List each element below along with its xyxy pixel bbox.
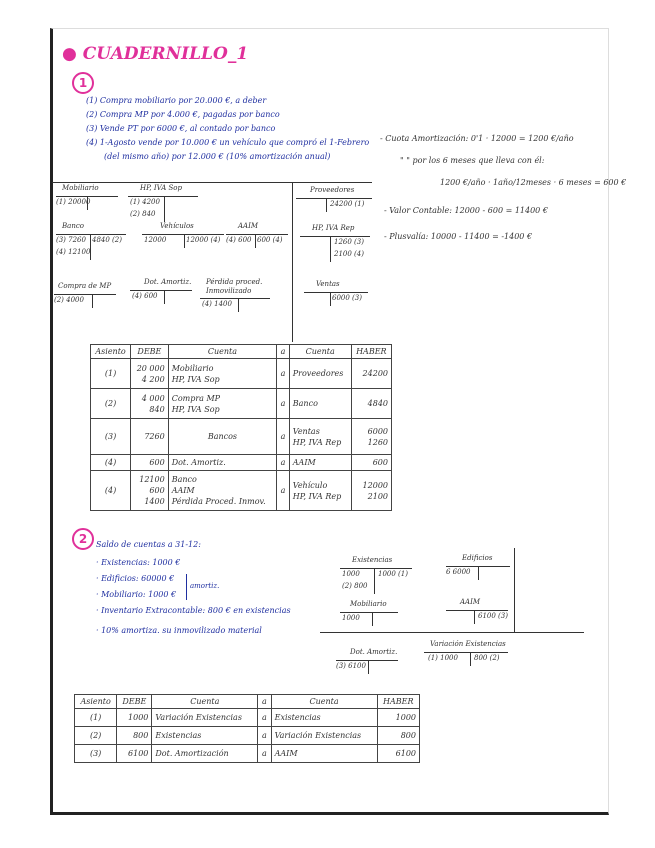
page-title-text: CUADERNILLO_1 [82, 44, 249, 64]
t2-existencias-credit: 1000 (1) [378, 570, 408, 578]
table-row: (1) 20 000 4 200 Mobiliario HP, IVA Sop a Proveedores 24200 [91, 359, 392, 389]
t2-existencias-debit-2: (2) 800 [342, 582, 368, 590]
t-banco-debit-1: (3) 7260 [56, 236, 86, 244]
table-row: (4) 600 Dot. Amortiz. a AAIM 600 [91, 455, 392, 471]
t-ivasop-debit-2: (2) 840 [130, 210, 156, 218]
journal-table-2 [74, 694, 420, 763]
col-cuenta-d: Cuenta [168, 345, 276, 359]
section-2-heading: Saldo de cuentas a 31-12: [96, 540, 201, 549]
item-edificios: · Edificios: 60000 € [96, 574, 175, 583]
col-debe: DEBE [131, 345, 169, 359]
section2-divider [514, 548, 515, 632]
statement-4: (4) 1-Agosto vende por 10.000 € un vehículo que compró el 1-Febrero [86, 138, 370, 147]
note-months: " " por los 6 meses que lleva con él: [400, 156, 545, 165]
t2-dotamort-debit: (3) 6100 [336, 662, 366, 670]
table-row: (3) 6100 Dot. Amortización a AAIM 6100 [75, 745, 420, 763]
statement-2: (2) Compra MP por 4.000 €, pagadas por banco [86, 110, 280, 119]
t-vehiculos-credit: 12000 (4) [186, 236, 221, 244]
t-comprasmp-debit: (2) 4000 [54, 296, 84, 304]
section2-divider-h [320, 632, 584, 633]
col-cuenta-d: Cuenta [152, 695, 258, 709]
t-mobiliario-debit: (1) 20000 [56, 198, 91, 206]
table-row: (4) 12100 600 1400 Banco AAIM Pérdida Proced. Inmov. a Vehículo HP, IVA Rep 12000 2100 [91, 471, 392, 511]
section-divider [52, 182, 372, 183]
section-divider-vertical [292, 182, 293, 342]
t-ivasop-name: HP, IVA Sop [140, 184, 182, 192]
table-row: (1) 1000 Variación Existencias a Existencias 1000 [75, 709, 420, 727]
col-asiento: Asiento [91, 345, 131, 359]
col-debe: DEBE [117, 695, 152, 709]
t-mobiliario-name: Mobiliario [62, 184, 99, 192]
t-vehiculos-debit: 12000 [144, 236, 167, 244]
t-banco-debit-2: (4) 12100 [56, 248, 91, 256]
bullet-icon: ● [62, 44, 83, 64]
statement-1: (1) Compra mobiliario por 20.000 €, a deber [86, 96, 267, 105]
note-quota: - Cuota Amortización: 0'1 · 12000 = 1200 €/año [380, 134, 574, 143]
t-ventas-credit: 6000 (3) [332, 294, 362, 302]
statement-4-cont: (del mismo año) por 12.000 € (10% amortización anual) [104, 152, 331, 161]
note-book-value: - Valor Contable: 12000 - 600 = 11400 € [384, 206, 548, 215]
item-mobiliario: · Mobiliario: 1000 € [96, 590, 177, 599]
t-dotamort-debit: (4) 600 [132, 292, 158, 300]
note-calc: 1200 €/año · 1año/12meses · 6 meses = 600 € [440, 178, 627, 187]
t-aaim-debit: (4) 600 [226, 236, 252, 244]
t-proveedores-credit: 24200 (1) [330, 200, 365, 208]
t-perdida-debit: (4) 1400 [202, 300, 232, 308]
t2-existencias-name: Existencias [352, 556, 393, 564]
t-proveedores-name: Proveedores [310, 186, 355, 194]
col-cuenta-h: Cuenta [289, 345, 351, 359]
t2-aaim-name: AAIM [460, 598, 481, 606]
col-a: a [277, 345, 290, 359]
table-row: (3) 7260 Bancos a Ventas HP, IVA Rep 6000 1260 [91, 419, 392, 455]
item-inventario: · Inventario Extracontable: 800 € en existencias [96, 606, 291, 615]
col-asiento: Asiento [75, 695, 117, 709]
t-dotamort-name: Dot. Amortiz. [144, 278, 192, 286]
table-row: (2) 4 000 840 Compra MP HP, IVA Sop a Banco 4840 [91, 389, 392, 419]
item-amortiza: · 10% amortiza. su inmovilizado material [96, 626, 262, 635]
col-haber: HABER [351, 345, 391, 359]
t-ivasop-debit-1: (1) 4200 [130, 198, 160, 206]
bracket [186, 574, 187, 600]
t-comprasmp-name: Compra de MP [58, 282, 112, 290]
t2-edificios-name: Edificios [462, 554, 493, 562]
t2-varexist-debit: (1) 1000 [428, 654, 458, 662]
t-ivarep-credit-1: 1260 (3) [334, 238, 364, 246]
section-1-number: 1 [72, 72, 94, 94]
t-banco-credit-1: 4840 (2) [92, 236, 122, 244]
t2-dotamort-name: Dot. Amortiz. [350, 648, 398, 656]
col-cuenta-h: Cuenta [271, 695, 377, 709]
t2-mobiliario-debit: 1000 [342, 614, 360, 622]
t-ivarep-name: HP, IVA Rep [312, 224, 355, 232]
note-capital-gain: - Plusvalía: 10000 - 11400 = -1400 € [384, 232, 533, 241]
item-existencias: · Existencias: 1000 € [96, 558, 181, 567]
t-ivarep-credit-2: 2100 (4) [334, 250, 364, 258]
journal-table-1 [90, 344, 392, 511]
statement-3: (3) Vende PT por 6000 €, al contado por banco [86, 124, 276, 133]
t-aaim-credit: 600 (4) [257, 236, 283, 244]
t2-edificios-debit: 6 6000 [446, 568, 471, 576]
t-ventas-name: Ventas [316, 280, 340, 288]
section-2-number: 2 [72, 528, 94, 550]
table-row: (2) 800 Existencias a Variación Existencias 800 [75, 727, 420, 745]
t-perdida-name: Pérdida proced. Inmovilizado [206, 278, 263, 295]
col-haber: HABER [377, 695, 419, 709]
bracket-label: amortiz. [190, 582, 220, 590]
t-aaim-name: AAIM [238, 222, 259, 230]
t2-varexist-credit: 800 (2) [474, 654, 500, 662]
col-a: a [258, 695, 271, 709]
page-title [62, 44, 248, 64]
t2-mobiliario-name: Mobiliario [350, 600, 387, 608]
t2-aaim-credit: 6100 (3) [478, 612, 508, 620]
t-vehiculos-name: Vehículos [160, 222, 194, 230]
t2-existencias-debit-1: 1000 [342, 570, 360, 578]
t-banco-name: Banco [62, 222, 84, 230]
t2-varexist-name: Variación Existencias [430, 640, 506, 648]
